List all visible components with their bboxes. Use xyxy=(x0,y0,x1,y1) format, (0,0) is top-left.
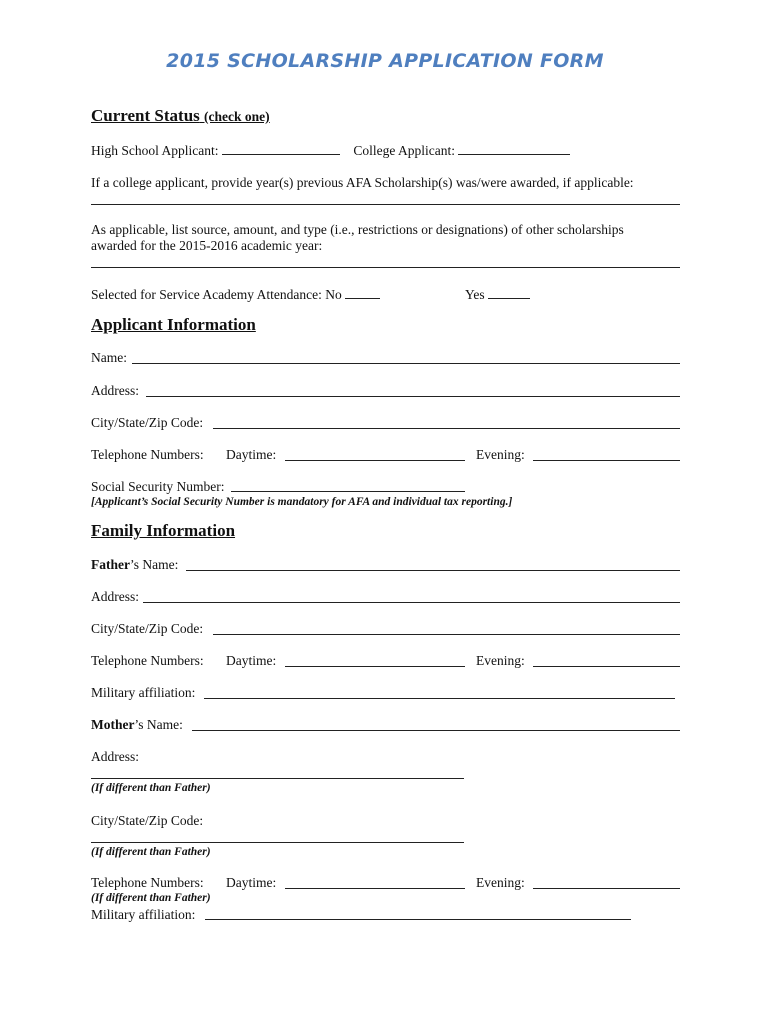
applicant-city-label: City/State/Zip Code: xyxy=(91,415,204,430)
academy-no-field[interactable] xyxy=(345,287,380,299)
current-status-heading-sub: (check one) xyxy=(204,109,270,124)
academy-yes-group xyxy=(465,287,530,303)
applicant-ssn-label: Social Security Number: xyxy=(91,479,225,494)
mother-phones-note: (If different than Father) xyxy=(91,892,211,904)
academy-no-label: No xyxy=(325,287,342,302)
father-address-field[interactable] xyxy=(143,602,680,603)
father-military-label: Military affiliation: xyxy=(91,685,196,700)
college-field[interactable] xyxy=(458,143,570,155)
mother-daytime-label: Daytime: xyxy=(226,875,277,890)
mother-address-note: (If different than Father) xyxy=(91,782,211,794)
applicant-type-row xyxy=(91,143,570,159)
prev-awards-field[interactable] xyxy=(91,204,680,205)
father-evening-label: Evening: xyxy=(476,653,525,668)
mother-evening-label: Evening: xyxy=(476,875,525,890)
applicant-evening-field[interactable] xyxy=(533,460,680,461)
mother-phones-label: Telephone Numbers: xyxy=(91,875,204,890)
high-school-field[interactable] xyxy=(222,143,340,155)
applicant-info-heading: Applicant Information xyxy=(91,315,256,334)
father-name-field[interactable] xyxy=(186,570,680,571)
applicant-address-label: Address: xyxy=(91,383,139,398)
applicant-city-field[interactable] xyxy=(213,428,680,429)
applicant-daytime-label: Daytime: xyxy=(226,447,277,462)
father-bold: Father xyxy=(91,557,130,572)
mother-daytime-field[interactable] xyxy=(285,888,465,889)
father-name-label xyxy=(91,557,178,573)
mother-bold: Mother xyxy=(91,717,135,732)
mother-rest: ’s Name: xyxy=(134,717,183,732)
other-scholarships-label-1: As applicable, list source, amount, and type (i.e., restrictions or designations) of other scholarships xyxy=(91,222,624,237)
prev-awards-label: If a college applicant, provide year(s) previous AFA Scholarship(s) was/were awarded, if applicable: xyxy=(91,175,634,190)
applicant-name-field[interactable] xyxy=(132,363,680,364)
other-scholarships-field[interactable] xyxy=(91,267,680,268)
mother-military-label: Military affiliation: xyxy=(91,907,196,922)
mother-name-field[interactable] xyxy=(192,730,680,731)
academy-yes-label: Yes xyxy=(465,287,485,302)
applicant-ssn-field[interactable] xyxy=(231,491,465,492)
academy-label: Selected for Service Academy Attendance: xyxy=(91,287,322,302)
mother-military-field[interactable] xyxy=(205,919,631,920)
applicant-evening-label: Evening: xyxy=(476,447,525,462)
mother-city-field[interactable] xyxy=(91,842,464,843)
current-status-heading xyxy=(91,106,270,126)
applicant-name-label: Name: xyxy=(91,350,127,365)
father-phones-label: Telephone Numbers: xyxy=(91,653,204,668)
current-status-heading-text: Current Status xyxy=(91,106,200,125)
family-info-heading: Family Information xyxy=(91,521,236,540)
father-city-field[interactable] xyxy=(213,634,680,635)
mother-address-label: Address: xyxy=(91,749,139,764)
ssn-note: [Applicant’s Social Security Number is mandatory for AFA and individual tax reporting.] xyxy=(91,496,513,508)
academy-row xyxy=(91,287,380,303)
high-school-label: High School Applicant: xyxy=(91,143,219,158)
father-daytime-label: Daytime: xyxy=(226,653,277,668)
father-rest: ’s Name: xyxy=(129,557,179,572)
father-city-label: City/State/Zip Code: xyxy=(91,621,204,636)
applicant-daytime-field[interactable] xyxy=(285,460,465,461)
college-label: College Applicant: xyxy=(353,143,455,158)
father-military-field[interactable] xyxy=(204,698,675,699)
form-title: 2015 SCHOLARSHIP APPLICATION FORM xyxy=(166,50,604,72)
mother-address-field[interactable] xyxy=(91,778,464,779)
mother-city-note: (If different than Father) xyxy=(91,846,211,858)
father-daytime-field[interactable] xyxy=(285,666,465,667)
applicant-phones-label: Telephone Numbers: xyxy=(91,447,204,462)
father-evening-field[interactable] xyxy=(533,666,680,667)
other-scholarships-label-2: awarded for the 2015-2016 academic year: xyxy=(91,238,323,253)
applicant-address-field[interactable] xyxy=(146,396,680,397)
mother-evening-field[interactable] xyxy=(533,888,680,889)
academy-yes-field[interactable] xyxy=(488,287,530,299)
father-address-label: Address: xyxy=(91,589,139,604)
mother-city-label: City/State/Zip Code: xyxy=(91,813,204,828)
mother-name-label xyxy=(91,717,183,733)
